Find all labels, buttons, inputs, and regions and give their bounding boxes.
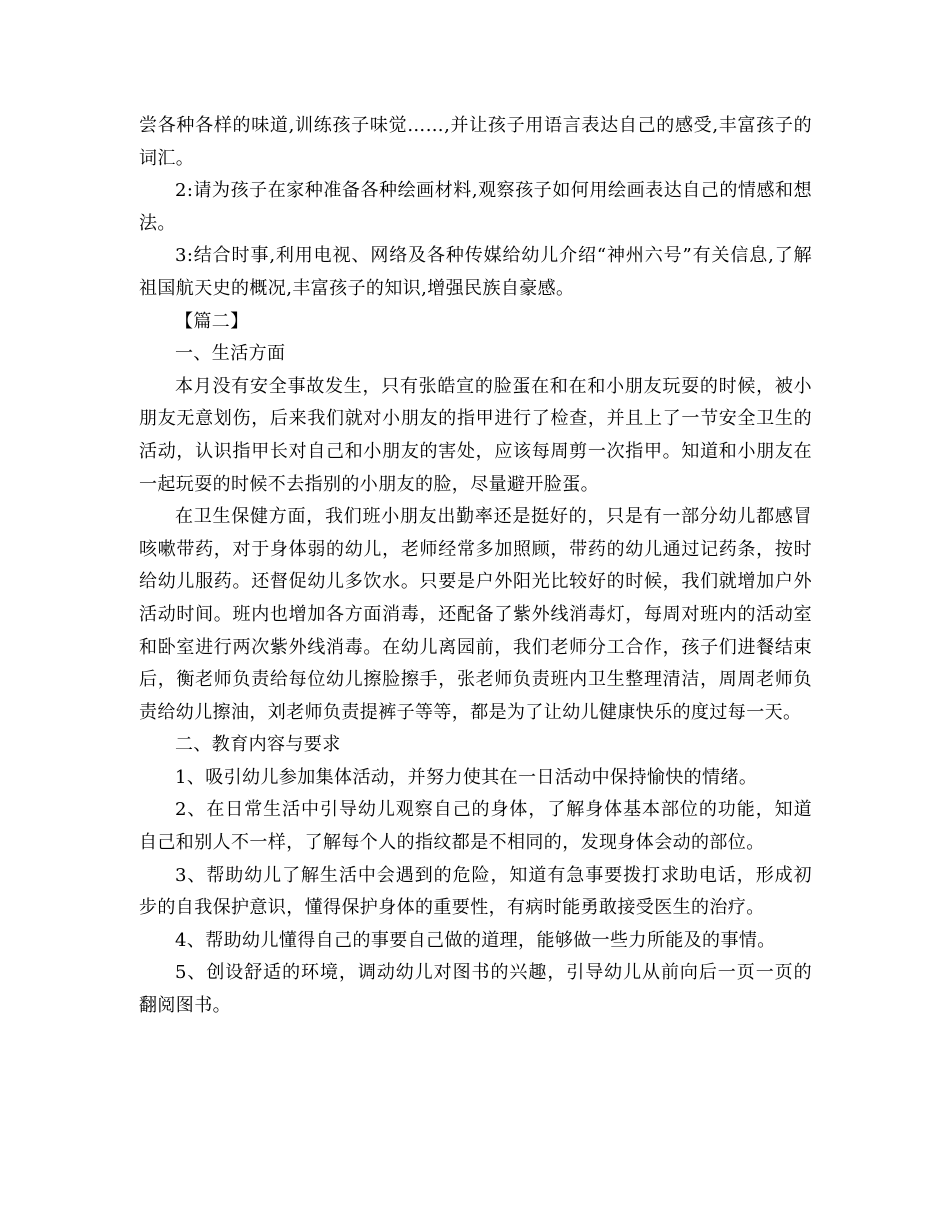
list-item-4: 4、帮助幼儿懂得自己的事要自己做的道理，能够做一些力所能及的事情。	[175, 929, 776, 951]
list-item-1: 1、吸引幼儿参加集体活动，并努力使其在一日活动中保持愉快的情绪。	[175, 766, 758, 788]
paragraph-health-care: 在卫生保健方面，我们班小朋友出勤率还是挺好的，只是有一部分幼儿都感冒咳嗽带药，对于身体弱的幼儿，老师经常多加照顾，带药的幼儿通过记药条，按时给幼儿服药。还督促幼儿多饮水。只要是户外阳光比较好的时候，我们就增加户外活动时间。班内也增加各方面消毒，还配备了紫外线消毒灯，每周对班内的活动室和卧室进行两次紫外线消毒。在幼儿离园前，我们老师分工合作，孩子们进餐结束后，衡老师负责给每位幼儿擦脸擦手，张老师负责班内卫生整理清洁，周周老师负责给幼儿擦油，刘老师负责提裤子等等，都是为了让幼儿健康快乐的度过每一天。	[139, 506, 812, 723]
list-item-5: 5、创设舒适的环境，调动幼儿对图书的兴趣，引导幼儿从前向后一页一页的翻阅图书。	[139, 962, 812, 1017]
subheading-life-aspect: 一、生活方面	[175, 343, 286, 365]
paragraph-item-2-drawing-materials: 2:请为孩子在家种准备各种绘画材料,观察孩子如何用绘画表达自己的情感和想法。	[139, 180, 812, 234]
paragraph-continued-taste-training: 尝各种各样的味道,训练孩子味觉……,并让孩子用语言表达自己的感受,丰富孩子的词汇。	[139, 115, 812, 169]
section-heading-part-two: 【篇二】	[175, 310, 249, 332]
paragraph-item-3-current-events: 3:结合时事,利用电视、网络及各种传媒给幼儿介绍“神州六号”有关信息,了解祖国航天史的概况,丰富孩子的知识,增强民族自豪感。	[139, 245, 812, 299]
subheading-education-content: 二、教育内容与要求	[175, 734, 341, 756]
paragraph-safety: 本月没有安全事故发生，只有张皓宣的脸蛋在和在和小朋友玩耍的时候，被小朋友无意划伤，后来我们就对小朋友的指甲进行了检查，并且上了一节安全卫生的活动，认识指甲长对自己和小朋友的害处，应该每周剪一次指甲。知道和小朋友在一起玩耍的时候不去指别的小朋友的脸，尽量避开脸蛋。	[139, 375, 812, 495]
list-item-3: 3、帮助幼儿了解生活中会遇到的危险，知道有急事要拨打求助电话，形成初步的自我保护意识，懂得保护身体的重要性，有病时能勇敢接受医生的治疗。	[139, 864, 812, 919]
list-item-2: 2、在日常生活中引导幼儿观察自己的身体，了解身体基本部位的功能，知道自己和别人不一样，了解每个人的指纹都是不相同的，发现身体会动的部位。	[139, 799, 812, 854]
